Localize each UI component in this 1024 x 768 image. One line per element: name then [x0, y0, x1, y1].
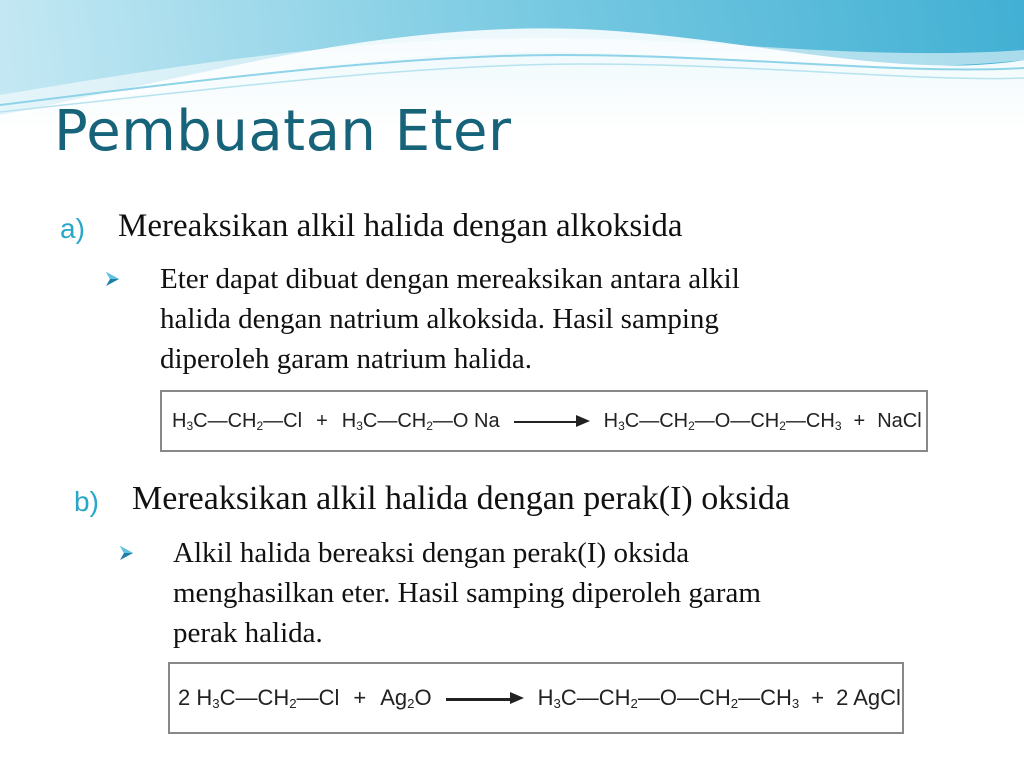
paragraph-line: halida dengan natrium alkoksida. Hasil samping — [160, 303, 719, 335]
equation-reactant: $H_3C—CH_2—Cl$ — [172, 409, 303, 433]
reaction-equation-a — [160, 390, 928, 452]
equation-reactant: 2 $H_3C—CH_2—Cl$ — [178, 685, 340, 711]
slide-title: Pembuatan Eter — [54, 99, 512, 164]
reaction-arrow-icon — [514, 414, 590, 428]
equation-product: NaCl — [877, 409, 922, 432]
paragraph-line: Eter dapat dibuat dengan mereaksikan antara alkil — [160, 263, 740, 295]
equation-plus: + — [353, 685, 367, 710]
equation-plus: + — [853, 409, 866, 432]
paragraph-line: diperoleh garam natrium halida. — [160, 343, 533, 375]
reaction-equation-b — [168, 662, 904, 734]
arrow-bullet-icon — [118, 545, 134, 561]
item-heading-b: Mereaksikan alkil halida dengan perak(I) oksida — [132, 480, 791, 517]
equation-plus: + — [316, 409, 328, 432]
item-heading-a: Mereaksikan alkil halida dengan alkoksida — [118, 208, 683, 244]
equation-product: $H_3C—CH_2—O—CH_2—CH_3$ — [603, 409, 842, 433]
equation-reactant: $Ag_2O$ — [380, 685, 432, 711]
equation-plus: + — [811, 685, 825, 710]
item-paragraph-b — [173, 533, 761, 653]
equation-product: $H_3C—CH_2—O—CH_2—CH_3$ — [537, 685, 800, 711]
item-paragraph-a — [160, 259, 740, 379]
paragraph-line: Alkil halida bereaksi dengan perak(I) oksida — [173, 537, 690, 569]
equation-product: 2 AgCl — [836, 685, 901, 710]
paragraph-line: menghasilkan eter. Hasil samping diperoleh garam — [173, 577, 761, 609]
reaction-arrow-icon — [446, 691, 524, 705]
item-marker-b: b) — [74, 486, 99, 517]
item-marker-a: a) — [60, 213, 85, 244]
arrow-bullet-icon — [104, 271, 120, 287]
paragraph-line: perak halida. — [173, 617, 323, 649]
equation-reactant: $H_3C—CH_2—O$ Na — [341, 409, 500, 433]
